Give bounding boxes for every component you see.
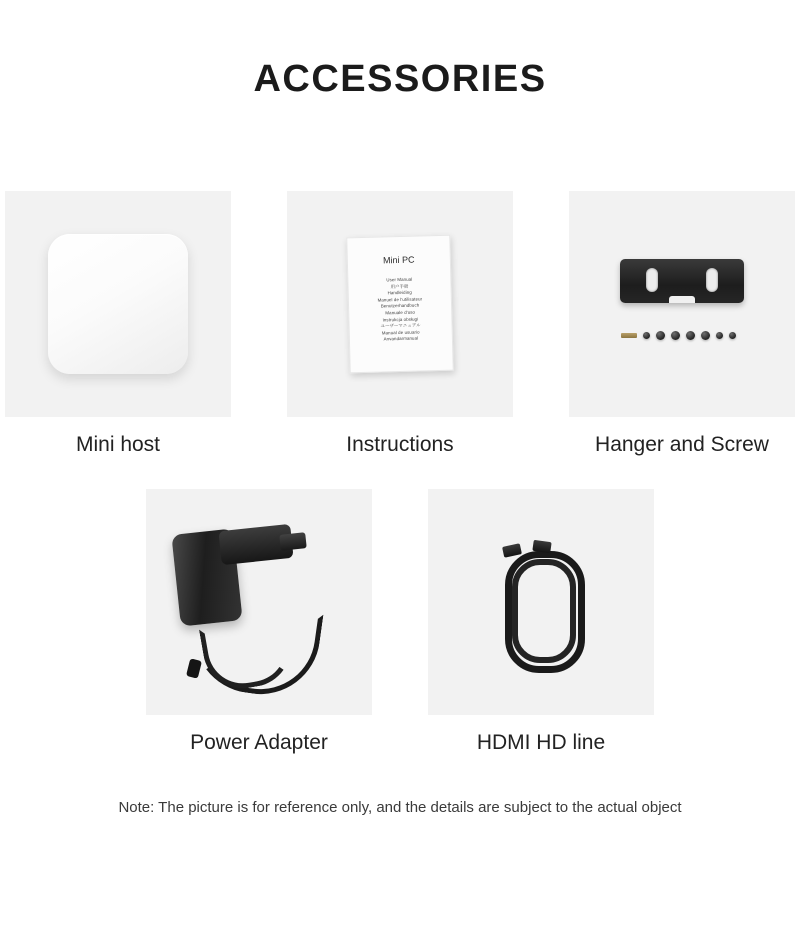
screw-icon xyxy=(729,332,736,339)
page-title: ACCESSORIES xyxy=(253,58,547,100)
accessory-item-instructions xyxy=(287,191,513,457)
manual-language-list xyxy=(377,276,423,342)
accessory-caption: HDMI HD line xyxy=(476,731,606,754)
manual-line: Handleiding xyxy=(387,289,412,296)
accessory-caption: Mini host xyxy=(75,433,161,456)
bracket-slot-right xyxy=(706,268,718,292)
accessory-image-tile xyxy=(428,489,654,715)
accessory-image-tile xyxy=(569,191,795,417)
adapter-dc-plug xyxy=(186,658,202,678)
screw-icon xyxy=(643,332,650,339)
accessory-caption: Power Adapter xyxy=(190,731,328,754)
mini-pc-box-icon xyxy=(48,234,188,374)
accessory-item-hanger-and-screw xyxy=(569,191,795,457)
bracket-plate xyxy=(620,259,744,303)
accessory-image-tile xyxy=(146,489,372,715)
accessories-row-top xyxy=(5,191,795,457)
footer-note: Note: The picture is for reference only, and the details are subject to the actual object xyxy=(118,799,682,816)
screw-set xyxy=(621,327,745,343)
manual-line: User Manual xyxy=(386,276,413,283)
screw-icon xyxy=(686,331,695,340)
manual-line: Instrukcja obsługi xyxy=(382,316,419,323)
manual-line: Manuale d'uso xyxy=(385,309,416,316)
manual-line: Manuel de l'utilisateur xyxy=(377,296,423,303)
hdmi-plug-icon xyxy=(502,543,522,558)
manual-line: ユーザーマニュアル xyxy=(380,322,421,329)
accessory-caption: Instructions xyxy=(346,433,454,456)
screw-icon xyxy=(716,332,723,339)
screw-icon xyxy=(701,331,710,340)
user-manual-booklet-icon xyxy=(346,235,454,374)
manual-line: Benutzerhandbuch xyxy=(380,302,420,309)
manual-title: Mini PC xyxy=(382,254,415,266)
accessories-row-bottom xyxy=(146,489,654,755)
hdmi-plug-icon xyxy=(532,540,551,553)
hdmi-cable-icon xyxy=(481,527,601,677)
screw-icon xyxy=(671,331,680,340)
accessory-image-tile xyxy=(5,191,231,417)
hdmi-cable-coil-inner xyxy=(512,559,576,663)
accessory-item-power-adapter xyxy=(146,489,372,755)
screw-icon xyxy=(656,331,665,340)
manual-line: Anvandarmanual xyxy=(383,335,419,342)
vesa-bracket-icon xyxy=(607,249,757,359)
bracket-notch xyxy=(669,296,695,303)
power-adapter-icon xyxy=(164,510,354,695)
manual-line: 用户手册 xyxy=(390,283,409,289)
screw-long-icon xyxy=(621,333,637,338)
accessory-caption: Hanger and Screw xyxy=(595,433,769,456)
adapter-tip xyxy=(279,532,307,551)
bracket-slot-left xyxy=(646,268,658,292)
accessory-image-tile xyxy=(287,191,513,417)
accessory-item-mini-host xyxy=(5,191,231,457)
manual-line: Manual de usuario xyxy=(381,329,420,336)
accessory-item-hdmi-line xyxy=(428,489,654,755)
